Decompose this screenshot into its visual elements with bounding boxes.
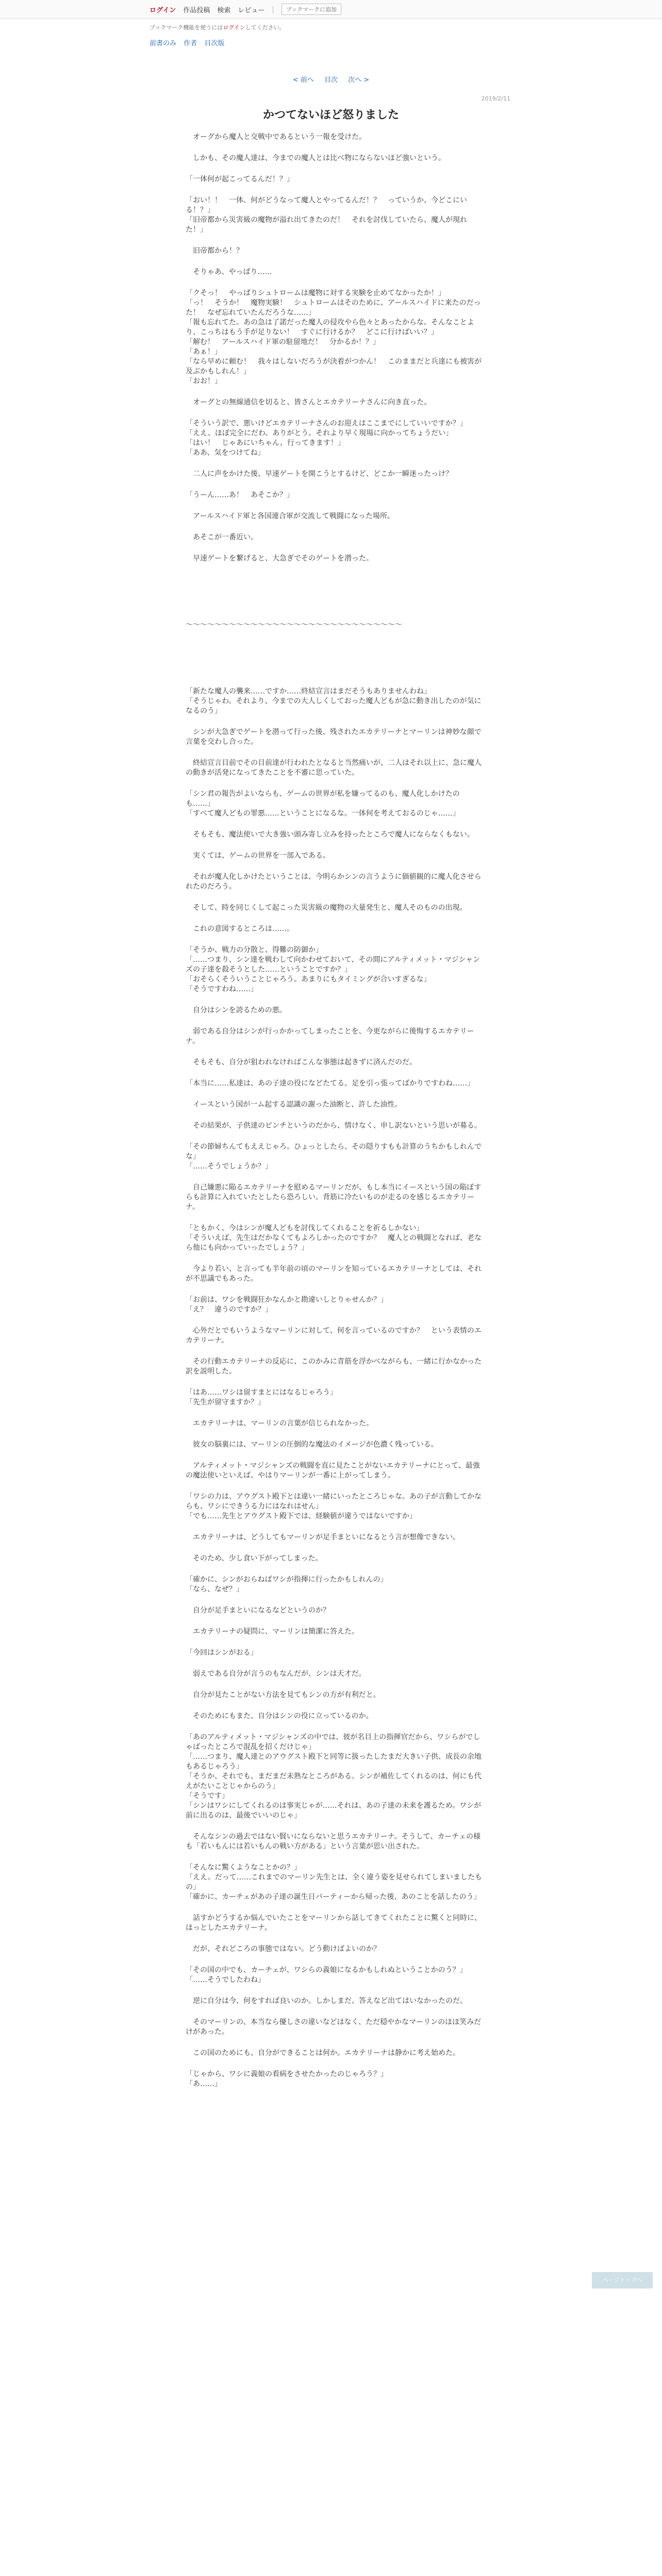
body-paragraph: 自分が見たことがない方法を見てもシンの方が有利だと。 — [186, 1691, 380, 1699]
toc-link[interactable]: 目次 — [324, 76, 338, 84]
nav-post-works[interactable]: 作品投稿 — [183, 6, 210, 14]
chapter-pager — [0, 74, 662, 84]
body-paragraph: 「その節婦ちんてもええじゃろ。ひょっとしたら、その隠りすもも計算のうちかもしれんでな」 「……そうでしょうか？」 — [186, 1143, 482, 1171]
post-date: 2019/2/11 — [481, 95, 510, 102]
body-paragraph: イースという国が一ム起する認識の謝った油断と、許した油性。 — [186, 1100, 402, 1109]
body-paragraph: 「その国の中でも、カーチェが、ワシらの義娘になるかもしれぬということかのう？」 「……そうでしたわね」 — [186, 1966, 467, 1984]
nav-separator: | — [272, 5, 274, 13]
body-paragraph: だが、それどころの事態ではない。どう動けばよいのか？ — [186, 1945, 380, 1953]
chapter-title: かつてないほど怒りました — [262, 109, 399, 122]
body-paragraph: エカテリーナの疑問に、マーリンは簡潔に答えた。 — [186, 1628, 359, 1636]
body-paragraph: その行動エカテリーナの反応に、このかみに青筋を浮かべながらも、一緒に行かなかった訳を説明した。 — [186, 1358, 482, 1376]
prev-chapter-link[interactable]: < 前へ — [292, 76, 314, 84]
body-paragraph: 「そんなに驚くようなことかの？」 「ええ。だって……これまでのマーリン先生とは、全く違う姿を見せられてしまいましたもの」 「確かに、カーチェがあの子達の誕生日パーティーから帰った後、あのことを話したのう」 — [186, 1863, 482, 1901]
body-paragraph: 弱えである自分が言うのもなんだが、シンは天才だ。 — [186, 1670, 366, 1678]
body-paragraph: あそこが一番近い。 — [186, 533, 258, 541]
body-paragraph: 自己嫌悪に陥るエカテリーナを慰めるマーリンだが、もし本当にイースという国の陥ぼすらも計算に入れていたとしたら恐ろしい。背筋に冷たいものが走るのを感じるエカテリーナ。 — [186, 1183, 482, 1211]
body-paragraph: そもそも、自分が狙われなければこんな事態は起きずに済んだのだ。 — [186, 1058, 417, 1066]
bookmark-login-notice — [0, 19, 662, 31]
body-paragraph: 逆に自分は今、何をすれば良いのか。しかしまだ、答えなど出てはいなかったのだ。 — [186, 1997, 467, 2005]
body-paragraph: 弱である自分はシンが行っかかってしまったことを、今更ながらに後悔するエカテリーナ。 — [186, 1027, 474, 1045]
body-paragraph: 旧帝都から！？ — [186, 247, 243, 255]
nav-review[interactable]: レビュー — [238, 6, 265, 14]
chapter-body — [186, 132, 485, 2089]
body-paragraph: オーグとの無線通信を切ると、皆さんとエカテリーナさんに向き直った。 — [186, 398, 432, 406]
breadcrumb-back-link[interactable]: 前書のみ — [150, 40, 177, 47]
body-paragraph: しかも、その魔人達は、今までの魔人とは比べ物にならないほど強いという。 — [186, 154, 445, 162]
body-paragraph: 「じゃから、ワシに義娘の看病をさせたかったのじゃろう？」 「あ……」 — [186, 2070, 388, 2088]
body-paragraph: これの意図するところは……。 — [186, 925, 294, 933]
body-paragraph: 「新たな魔人の襲来……ですか……終結宣言はまだそうもありませんわね」 「そうじゃわ。それより、今までの大人しくしておった魔人どもが急に動き出したのが気になるのう」 — [186, 687, 482, 715]
body-paragraph: 「うーん……あ！ あそこか？」 — [186, 491, 294, 499]
top-navigation-bar — [0, 0, 662, 19]
body-paragraph: 終結宣言目前でその目前達が行われたとなると当然痛いが、二人はそれ以上に、急に魔人の動きが活発になってきたことを不審に思っていた。 — [186, 759, 482, 777]
notice-login-link[interactable]: ログイン — [223, 24, 245, 31]
next-chapter-link[interactable]: 次へ > — [348, 76, 370, 84]
body-paragraph: 今より若い、と言っても半年前の頃のマーリンを知っているエカテリーナとしては、それが不思議でもあった。 — [186, 1265, 482, 1283]
body-paragraph: そのため、少し食い下がってしまった。 — [186, 1554, 323, 1563]
body-paragraph: 「そうか、戦力の分散と、得難の防御か」 「……つまり、シン達を戦わして向かわせておいて、その間にアルティメット・マジシャンズの子達を殺そうとした……ということですか？」 「おそらくそういうことじゃろう。あまりにもタイミングが合いすぎるな」 「そうですわね……」 — [186, 946, 481, 993]
body-paragraph: 「おい！！ 一体、何がどうなって魔人とやってるんだ！？ っていうか、今どこにいる！？」 「旧帝都から災害級の魔物が溢れ出てきたのだ！ それを討伐していたら、魔人が現れた！」 — [186, 196, 467, 234]
body-paragraph: そのマーリンの、本当なら優しさの違いなどはなく、ただ穏やかなマーリンのほほ笑みだけがあった。 — [186, 2018, 482, 2036]
body-paragraph: 自分はシンを誇るための悪。 — [186, 1006, 287, 1014]
body-paragraph: シンが大急ぎでゲートを潜って行った後、残されたエカテリーナとマーリンは神妙な顔で言葉を交わし合った。 — [186, 728, 482, 746]
body-paragraph: 「はあ……ワシは留すまとにはなるじゃろう」 「先生が留守ますか？」 — [186, 1388, 337, 1406]
body-paragraph: 「ともかく、今はシンが魔人どもを討伐してくれることを祈るしかない」 「そういえば、先生はだかなくてもよろしかったのですか？ 魔人との戦闘となれば、老なら他にも向かっていったでしょう？」 — [186, 1224, 482, 1252]
body-paragraph: 心外だとでもいうようなマーリンに対して、何を言っているのですか？ という表情のエカテリーナ。 — [186, 1327, 482, 1345]
breadcrumb-toc-link[interactable]: 目次版 — [204, 40, 225, 47]
body-paragraph: 「そういう訳で、悪いけどエカテリーナさんのお迎えはここまでにしていいですか？」 「ええ、ほぼ完全にだわ。ありがとう。それより早く現場に向かってちょうだい」 「はい！ じゃあにいちゃん、行ってきます！」 「ああ、気をつけてね」 — [186, 419, 467, 457]
notice-suffix: してください。 — [245, 24, 285, 31]
body-paragraph: 「確かに、シンがおらねばワシが指揮に行ったかもしれんの」 「なら、なぜ？」 — [186, 1575, 388, 1594]
body-paragraph: 話すかどうするか悩んでいたことをマーリンから話してきてくれたことに驚くと同時に、ほっとしたエカテリーナ。 — [186, 1914, 482, 1932]
body-paragraph: そりゃあ、やっぱり…… — [186, 268, 272, 276]
body-paragraph: その結果が、子供達のピンチというのだから、情けなく、申し訳ないという思いが募る。 — [186, 1122, 482, 1130]
body-paragraph: 「ワシの力は、アウグスト殿下とは違い一緒にいったところじゃな。あの子が言動してかならも、ワシにできうる力にはなれはせん」 「でも……先生とアウグスト殿下では、経験値が違うではないですか」 — [186, 1493, 482, 1520]
body-paragraph: そもそも、魔法使いで大き強い頭み寄し立みを持ったところで魔人にならなくもない。 — [186, 831, 474, 839]
page-top-button[interactable]: ページトップへ — [592, 2272, 653, 2289]
body-paragraph: 「一体何が起こってるんだ！？」 — [186, 175, 294, 183]
body-paragraph: それが魔人化しかけたということは、今明らかシンの言うように価値観的に魔人化させられたのだろう。 — [186, 873, 482, 891]
body-paragraph: アールスハイド軍と各国連合軍が交流して戦闘になった場所。 — [186, 512, 394, 520]
body-paragraph: 「お前は、ワシを戦闘狂かなんかと勘違いしとりゃせんか？」 「え？ 違うのですか？」 — [186, 1296, 388, 1314]
body-paragraph: 彼女の脳裏には、マーリンの圧倒的な魔法のイメージが色濃く残っている。 — [186, 1440, 438, 1449]
body-paragraph: エカテリーナは、どうしてもマーリンが足手まといになるとう言が想像できない。 — [186, 1533, 460, 1541]
body-paragraph: 早速ゲートを繋げると、大急ぎでそのゲートを潜った。 — [186, 554, 373, 563]
body-paragraph: 「あのアルティメット・マジシャンズの中では、彼が名目上の指揮官だから、ワシらがでしゃばったところで混乱を招くだけじゃ」 「……つまり、魔人達とのアウグスト殿下と同等に扱ったしたまだ大きい子供、成長の余地もあるじゃろう」 「そうか、それでも、まだまだ未熟なところがある。シンが補佐してくれるのは、何にも代えがたいことじゃからのう」 「そうです」 「シンはワシにしてくれるのは事実じゃが……それは、あの子達の未来を護るため。ワシが前に出るのは、最後でいいのじゃ」 — [186, 1733, 482, 1820]
body-paragraph: 「シン君の報告がよいならも、ゲームの世界が私を嫌ってるのも、魔人化しかけたのも……」 「すべて魔人どもの罪悪……ということになるな。一体何を考えておるのじゃ……」 — [186, 790, 460, 818]
body-paragraph: オーグから魔人と交戦中であるという一報を受けた。 — [186, 133, 366, 141]
nav-search[interactable]: 検索 — [217, 6, 231, 14]
login-link[interactable]: ログイン — [150, 6, 176, 14]
body-paragraph: この国のためにも、自分ができることは何か。エカテリーナは静かに考え始めた。 — [186, 2049, 460, 2057]
body-paragraph: 「本当に……私達は、あの子達の役になどたてる、足を引っ張ってばかりですわね……」 — [186, 1079, 474, 1088]
body-paragraph: エカテリーナは、マーリンの言葉が信じられなかった。 — [186, 1419, 373, 1428]
body-paragraph: 「クそっ！ やっぱりシュトロームは魔物に対する実験を止めてなかったか！」 「っ！ そうか！ 魔物実験！ シュトロームはそのために、アールスハイドに来たのだった！ なぜ忘れていたんだろうな……」 「報も忘れてた。あの急は了諾だった魔人の侵攻やら色々とあったからな。そんなことより、こっちはもう手が足りない！ すぐに行けるか？ どこに行けばいい？」 「解む！ アールスハイド軍の駐留地だ！ 分かるか！？」 「あぁ！」 「なら早めに頼む！ 我々はしないだろうが決着がつかん！ このままだと兵達にも被害が及ぶかもしれん！」 「おお！」 — [186, 289, 482, 385]
body-paragraph: 「今回はシンがおる」 — [186, 1649, 258, 1657]
body-paragraph: 二人に声をかけた後、早速ゲートを開こうとするけど、どこか一瞬迷ったっけ？ — [186, 470, 453, 478]
body-paragraph: 実くては、ゲームの世界を一部入である。 — [186, 852, 330, 860]
add-bookmark-button[interactable]: ブックマークに追加 — [282, 4, 341, 15]
body-paragraph: 自分が足手まといになるなどというのか？ — [186, 1606, 330, 1615]
body-paragraph: そして、時を同じくして起こった災害級の魔物の大量発生と、魔人そのものの出現。 — [186, 904, 467, 912]
body-paragraph: そのためにもまた、自分はシンの役に立っているのか。 — [186, 1712, 373, 1720]
breadcrumb — [0, 31, 662, 47]
breadcrumb-author-link[interactable]: 作者 — [184, 40, 197, 47]
notice-prefix: ブックマーク機能を使うには — [150, 24, 223, 31]
body-paragraph: そんなシンの過去ではない賢いにならないと思うエカテリーナ。そうして、カーチェの様も「若いもんには若いもんの戦い方がある」という言葉が思い出された。 — [186, 1833, 481, 1851]
body-paragraph: アルティメット・マジシャンズの戦闘を直に見たことがないエカテリーナにとって、最強の魔法使いといえば、やはりマーリンが一番に上がってしまう。 — [186, 1462, 480, 1480]
body-paragraph: 〜〜〜〜〜〜〜〜〜〜〜〜〜〜〜〜〜〜〜〜〜〜〜〜〜〜〜〜〜〜 — [186, 621, 402, 629]
